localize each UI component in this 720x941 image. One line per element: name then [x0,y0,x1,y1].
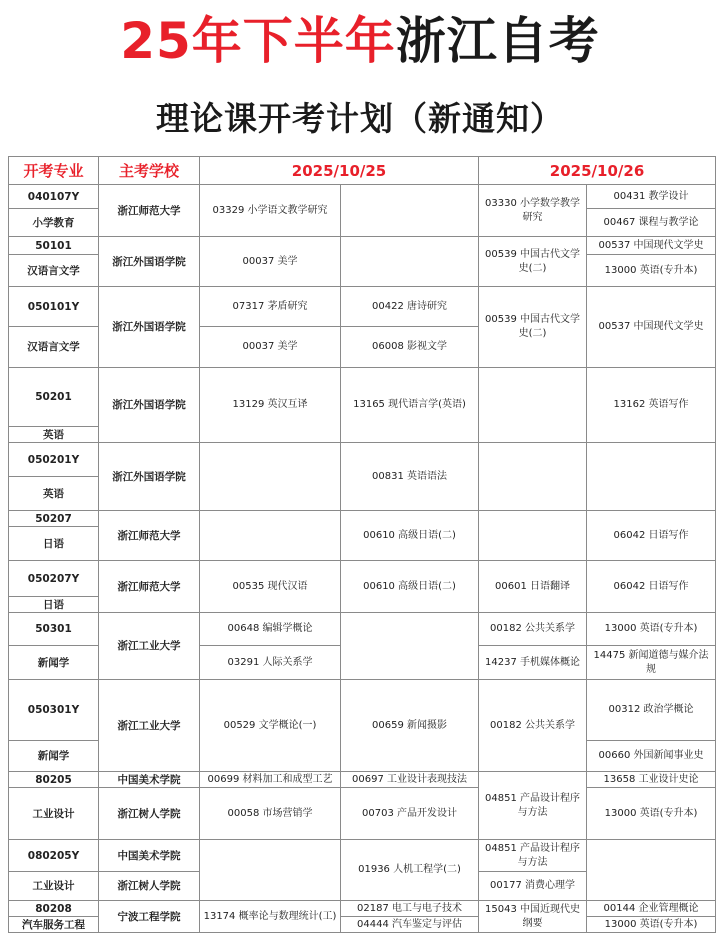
school: 中国美术学院 [99,840,200,872]
course: 04851 产品设计程序与方法 [479,772,587,840]
course: 06042 日语写作 [587,561,716,613]
course: 00699 材料加工和成型工艺 [200,772,341,788]
school: 浙江工业大学 [99,613,200,680]
course: 13129 英汉互译 [200,368,341,443]
table-row [9,561,716,597]
major-name: 汽车服务工程 [9,917,99,933]
page-subtitle: 理论课开考计划（新通知） [156,99,564,138]
course: 00037 美学 [200,237,341,287]
course: 00312 政治学概论 [587,680,716,741]
course: 15043 中国近现代史纲要 [479,901,587,933]
course: 14237 手机媒体概论 [479,646,587,680]
title-year: 25年下半年 [120,12,396,70]
table-row [9,287,716,327]
course [587,443,716,511]
major-name: 汉语言文学 [9,327,99,368]
course: 00467 课程与教学论 [587,209,716,237]
course: 00144 企业管理概论 [587,901,716,917]
course [341,185,479,237]
table-row [9,840,716,872]
major-code: 50101 [9,237,99,255]
header-day1: 2025/10/25 [200,157,479,185]
course: 13000 英语(专升本) [587,917,716,933]
course [479,511,587,561]
header-major: 开考专业 [9,157,99,185]
course: 03330 小学数学教学研究 [479,185,587,237]
school: 浙江外国语学院 [99,443,200,511]
course: 00697 工业设计表现技法 [341,772,479,788]
course: 00529 文学概论(一) [200,680,341,772]
school: 浙江外国语学院 [99,237,200,287]
school: 浙江师范大学 [99,511,200,561]
school: 浙江树人学院 [99,872,200,901]
course: 00660 外国新闻事业史 [587,741,716,772]
major-name: 日语 [9,597,99,613]
major-code: 80208 [9,901,99,917]
major-code: 050207Y [9,561,99,597]
header [0,0,720,150]
course: 00177 消费心理学 [479,872,587,901]
major-code: 040107Y [9,185,99,209]
course: 00539 中国古代文学史(二) [479,287,587,368]
table-row [9,511,716,527]
course [200,443,341,511]
course: 04444 汽车鉴定与评估 [341,917,479,933]
course: 13000 英语(专升本) [587,788,716,840]
school: 浙江工业大学 [99,680,200,772]
course: 07317 茅盾研究 [200,287,341,327]
school: 浙江外国语学院 [99,368,200,443]
exam-schedule-table [8,156,716,933]
course [200,840,341,901]
table-row [9,772,716,788]
course: 13165 现代语言学(英语) [341,368,479,443]
major-name: 新闻学 [9,741,99,772]
major-code: 50201 [9,368,99,427]
school: 浙江师范大学 [99,561,200,613]
course [479,368,587,443]
course: 00058 市场营销学 [200,788,341,840]
title-region: 浙江自考 [395,12,600,70]
table-header-row [9,157,716,185]
course: 00182 公共关系学 [479,613,587,646]
course: 00037 美学 [200,327,341,368]
major-name: 工业设计 [9,788,99,840]
course: 00831 英语语法 [341,443,479,511]
major-name: 汉语言文学 [9,255,99,287]
course: 03329 小学语文教学研究 [200,185,341,237]
course: 14475 新闻道德与媒介法规 [587,646,716,680]
course: 13000 英语(专升本) [587,613,716,646]
course: 00659 新闻摄影 [341,680,479,772]
table-row [9,680,716,741]
major-code: 050101Y [9,287,99,327]
course: 02187 电工与电子技术 [341,901,479,917]
major-name: 英语 [9,477,99,511]
course: 13174 概率论与数理统计(工) [200,901,341,933]
table-row [9,237,716,255]
major-code: 50207 [9,511,99,527]
table-row [9,901,716,917]
course: 06008 影视文学 [341,327,479,368]
header-school: 主考学校 [99,157,200,185]
course: 00601 日语翻译 [479,561,587,613]
course: 06042 日语写作 [587,511,716,561]
table-row [9,368,716,427]
course: 01936 人机工程学(二) [341,840,479,901]
course: 00182 公共关系学 [479,680,587,772]
course: 00422 唐诗研究 [341,287,479,327]
table-row [9,185,716,209]
course [341,237,479,287]
course [587,840,716,901]
course: 13162 英语写作 [587,368,716,443]
course: 00537 中国现代文学史 [587,237,716,255]
course [479,443,587,511]
major-name: 小学教育 [9,209,99,237]
school: 浙江外国语学院 [99,287,200,368]
course: 00703 产品开发设计 [341,788,479,840]
major-code: 050301Y [9,680,99,741]
course: 00537 中国现代文学史 [587,287,716,368]
table-row [9,788,716,840]
major-name: 英语 [9,427,99,443]
school: 宁波工程学院 [99,901,200,933]
school: 中国美术学院 [99,772,200,788]
course: 00648 编辑学概论 [200,613,341,646]
major-code: 080205Y [9,840,99,872]
course: 00610 高级日语(二) [341,511,479,561]
major-code: 80205 [9,772,99,788]
major-name: 日语 [9,527,99,561]
course: 13658 工业设计史论 [587,772,716,788]
course: 04851 产品设计程序与方法 [479,840,587,872]
school: 浙江树人学院 [99,788,200,840]
table-row [9,613,716,646]
course: 00431 教学设计 [587,185,716,209]
major-code: 50301 [9,613,99,646]
table-row [9,443,716,477]
header-day2: 2025/10/26 [479,157,716,185]
school: 浙江师范大学 [99,185,200,237]
course: 00610 高级日语(二) [341,561,479,613]
course: 00539 中国古代文学史(二) [479,237,587,287]
course: 13000 英语(专升本) [587,255,716,287]
major-name: 新闻学 [9,646,99,680]
course: 00535 现代汉语 [200,561,341,613]
page-title [0,4,720,78]
course [200,511,341,561]
course: 03291 人际关系学 [200,646,341,680]
course [341,613,479,680]
major-name: 工业设计 [9,872,99,901]
major-code: 050201Y [9,443,99,477]
